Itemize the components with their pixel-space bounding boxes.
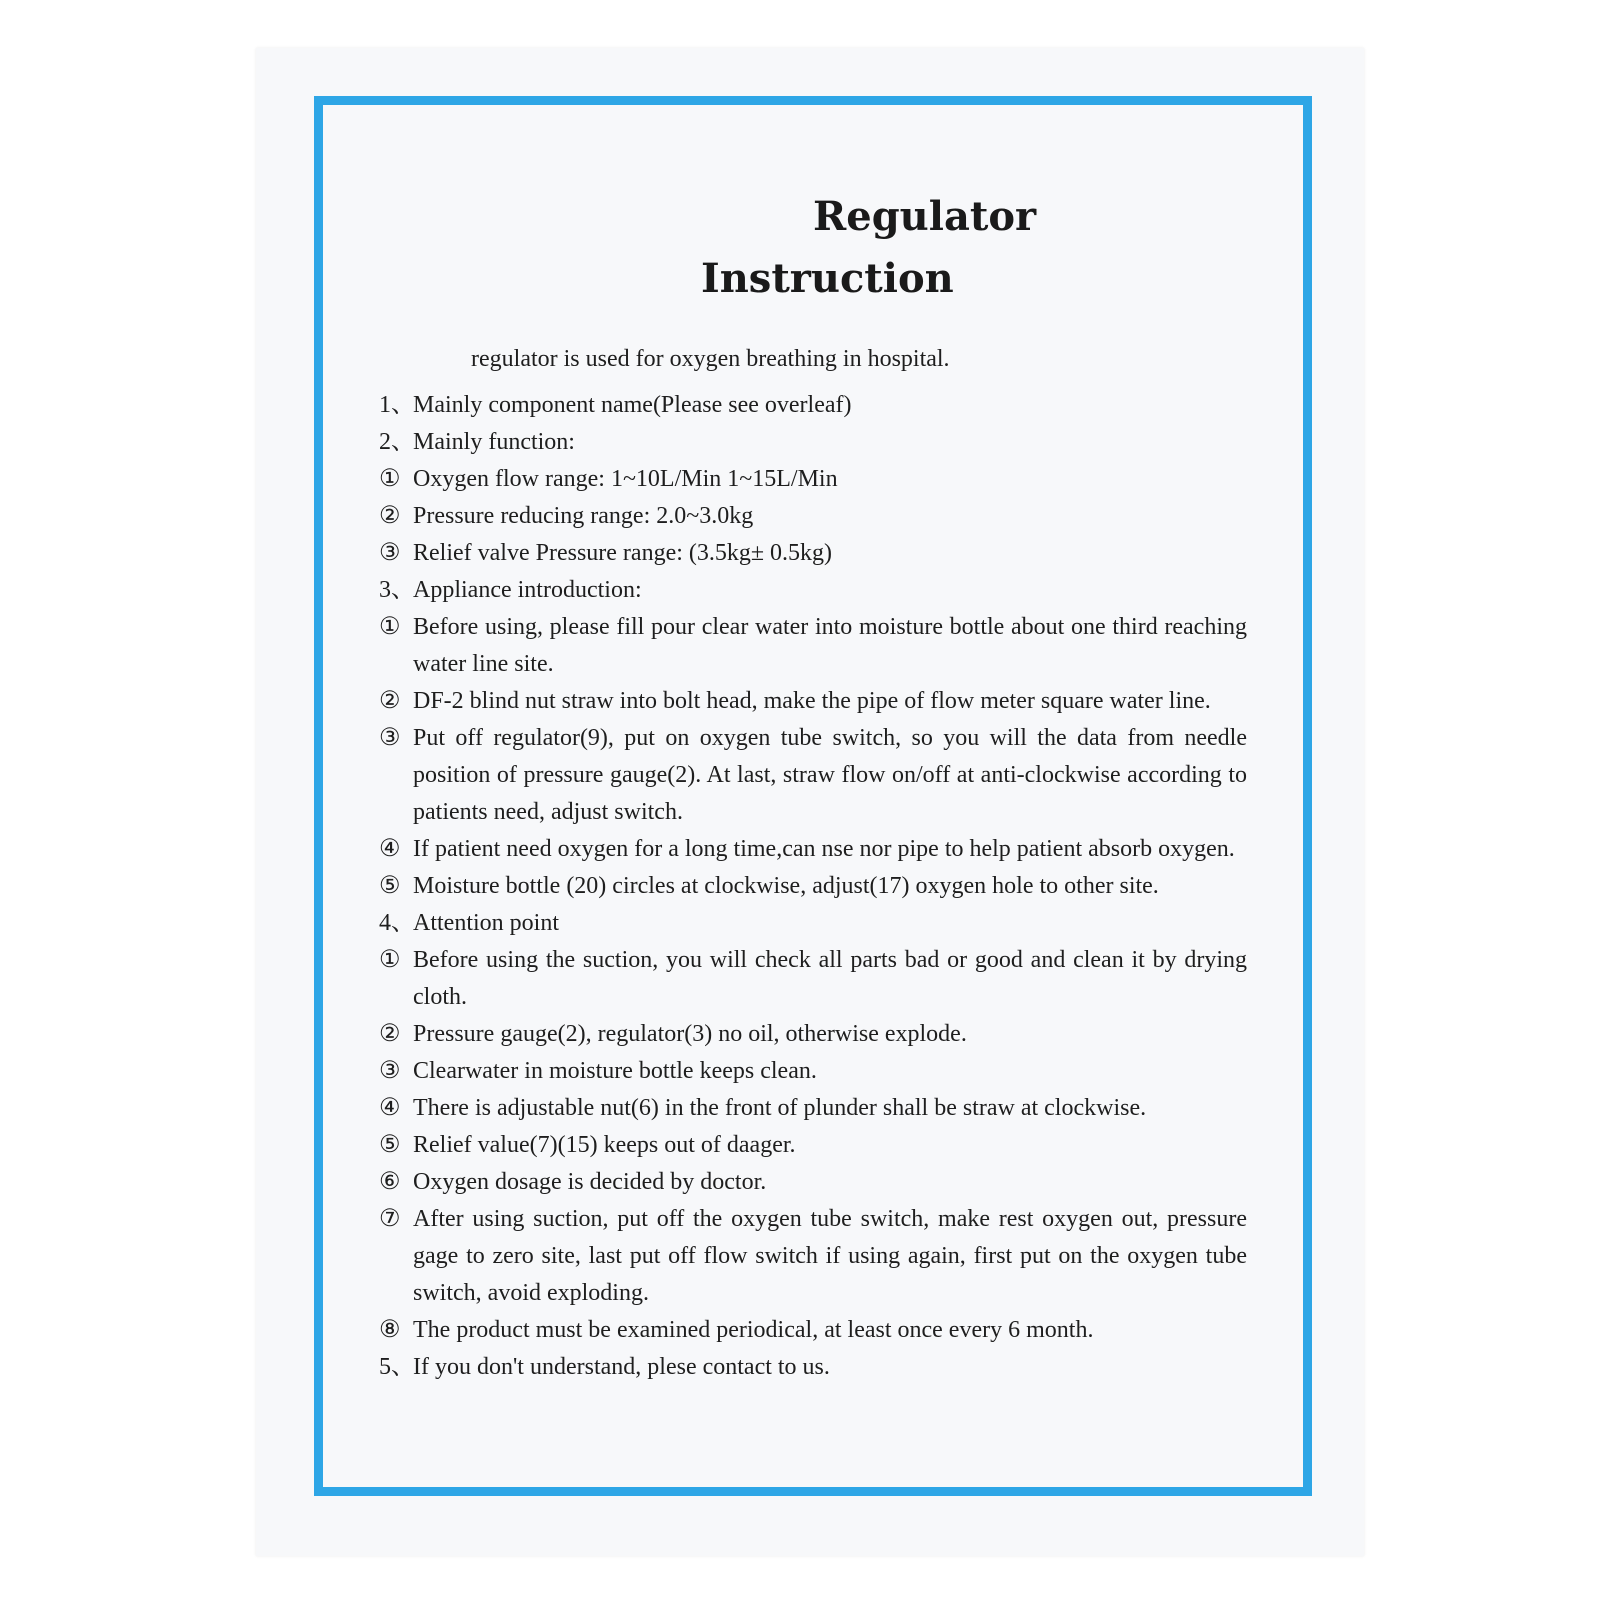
instruction-item	[379, 1053, 1247, 1090]
item-text: DF-2 blind nut straw into bolt head, make the pipe of flow meter square water line.	[413, 688, 1211, 714]
item-marker: ⑦	[379, 1206, 401, 1232]
item-marker: 2、	[379, 429, 415, 455]
instruction-item	[379, 720, 1247, 831]
item-text: Put off regulator(9), put on oxygen tube switch, so you will the data from needle position of pressure gauge(2). At last, straw flow on/off at anti-clockwise according to patients need, adjust switch.	[413, 725, 1247, 825]
section-heading	[379, 905, 1247, 942]
item-marker: ⑤	[379, 1132, 401, 1158]
item-marker: ②	[379, 1021, 401, 1047]
instruction-item	[379, 1201, 1247, 1312]
section-heading	[379, 1349, 1247, 1386]
item-text: The product must be examined periodical, at least once every 6 month.	[413, 1317, 1094, 1343]
item-marker: ④	[379, 836, 401, 862]
blue-border-frame	[314, 96, 1312, 1496]
item-marker: ①	[379, 466, 401, 492]
item-marker: ④	[379, 1095, 401, 1121]
section-heading	[379, 572, 1247, 609]
item-text: After using suction, put off the oxygen tube switch, make rest oxygen out, pressure gage to zero site, last put off flow switch if using again, first put on the oxygen tube switch, avoid exploding.	[413, 1206, 1247, 1306]
instruction-item	[379, 609, 1247, 683]
instruction-sheet	[256, 48, 1364, 1556]
instruction-item	[379, 1312, 1247, 1349]
item-marker: 1、	[379, 392, 415, 418]
item-text: Moisture bottle (20) circles at clockwise, adjust(17) oxygen hole to other site.	[413, 873, 1159, 899]
intro-text: regulator is used for oxygen breathing in hospital.	[471, 346, 950, 372]
item-marker: 4、	[379, 910, 415, 936]
item-marker: 5、	[379, 1354, 415, 1380]
instruction-item	[379, 498, 1247, 535]
instruction-item	[379, 942, 1247, 1016]
item-text: There is adjustable nut(6) in the front of plunder shall be straw at clockwise.	[413, 1095, 1147, 1121]
item-marker: ③	[379, 1058, 401, 1084]
instruction-item	[379, 1164, 1247, 1201]
item-marker: ③	[379, 540, 401, 566]
instruction-item	[379, 1090, 1247, 1127]
instruction-item	[379, 535, 1247, 572]
item-marker: ⑥	[379, 1169, 401, 1195]
item-marker: ②	[379, 688, 401, 714]
item-marker: ②	[379, 503, 401, 529]
item-marker: ⑤	[379, 873, 401, 899]
item-text: Relief valve Pressure range: (3.5kg± 0.5kg)	[413, 540, 833, 566]
item-text: Relief value(7)(15) keeps out of daager.	[413, 1132, 796, 1158]
item-text: Clearwater in moisture bottle keeps clean.	[413, 1058, 817, 1084]
instruction-body	[379, 345, 1247, 1386]
instruction-item	[379, 1016, 1247, 1053]
item-text: If you don't understand, plese contact to us.	[413, 1354, 830, 1380]
item-text: Before using, please fill pour clear water into moisture bottle about one third reaching water line site.	[413, 614, 1247, 677]
instruction-item	[379, 868, 1247, 905]
item-marker: ③	[379, 725, 401, 751]
document-title: Regulator	[813, 193, 1037, 240]
item-text: Pressure gauge(2), regulator(3) no oil, otherwise explode.	[413, 1021, 967, 1047]
item-text: Pressure reducing range: 2.0~3.0kg	[413, 503, 754, 529]
instruction-item	[379, 461, 1247, 498]
instruction-item	[379, 831, 1247, 868]
item-text: Mainly component name(Please see overleaf)	[413, 392, 852, 418]
item-marker: ①	[379, 614, 401, 640]
instruction-list	[379, 387, 1247, 1386]
item-text: If patient need oxygen for a long time,can nse nor pipe to help patient absorb oxygen.	[413, 836, 1235, 862]
item-marker: 3、	[379, 577, 415, 603]
item-text: Appliance introduction:	[413, 577, 642, 603]
item-text: Mainly function:	[413, 429, 575, 455]
section-heading	[379, 387, 1247, 424]
instruction-item	[379, 1127, 1247, 1164]
item-marker: ⑧	[379, 1317, 401, 1343]
item-text: Oxygen dosage is decided by doctor.	[413, 1169, 767, 1195]
item-text: Before using the suction, you will check all parts bad or good and clean it by drying cloth.	[413, 947, 1247, 1010]
item-text: Oxygen flow range: 1~10L/Min 1~15L/Min	[413, 466, 838, 492]
section-heading	[379, 424, 1247, 461]
item-text: Attention point	[413, 910, 559, 936]
instruction-item	[379, 683, 1247, 720]
item-marker: ①	[379, 947, 401, 973]
document-subtitle: Instruction	[701, 255, 954, 302]
